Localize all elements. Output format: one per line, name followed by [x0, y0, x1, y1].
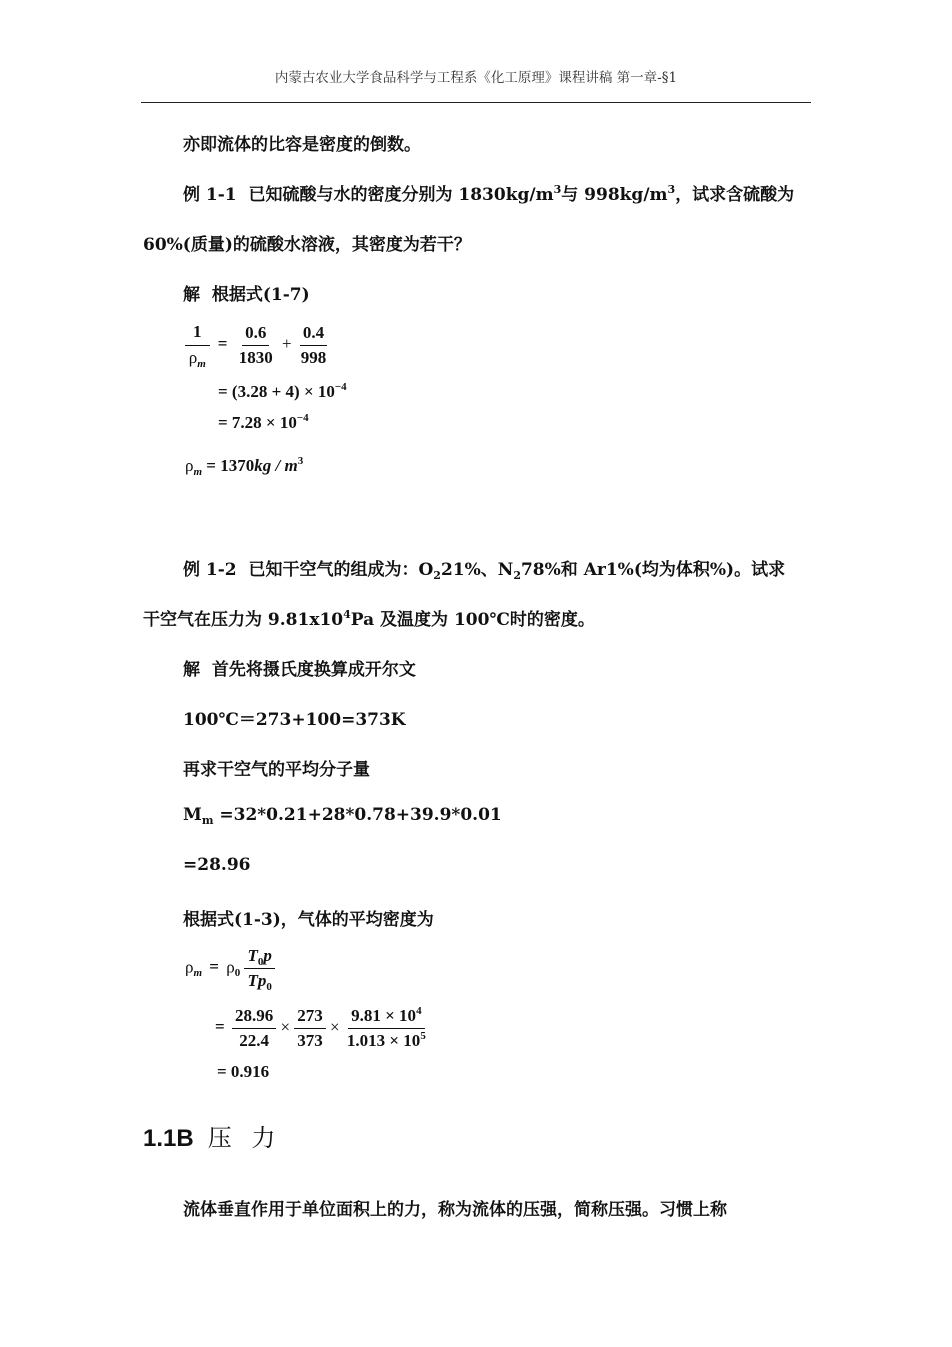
t-ratio-fraction: $\frac{T_0p}{Tp_0}$ — [244, 946, 274, 991]
fraction-0-4: $\frac{0.4}{998}$ — [300, 322, 327, 367]
example2-label: 例 1-2 — [183, 560, 237, 580]
section-title: 压 力 — [207, 1124, 282, 1152]
example1-solution: 解 根据式(1-7) — [183, 285, 310, 305]
example2-step1: 100℃＝273+100=373K — [183, 710, 406, 730]
lhs-fraction: $\frac{1}{\rho_m}$ — [185, 322, 210, 368]
example1-line1: 例 1-1 已知硫酸与水的密度分别为 $1830kg/m^3$与 $998kg/m^3$，试求含硫酸为 — [183, 183, 795, 205]
example1-eq-line2: = $(3.28 + 4) \times 10^{-4}$ — [218, 381, 347, 401]
example2-step4: =28.96 — [183, 855, 251, 875]
section-number: 1.1B — [143, 1125, 194, 1152]
header-rule — [141, 102, 811, 103]
example1-eq-line3: = $7.28 \times 10^{-4}$ — [218, 412, 309, 432]
example2-eq-line2: = $\frac{28.96}{22.4}$ × $\frac{273}{373}$ × $\frac{9.81 \times 10^4}{1.013 \times 10^5}$ — [215, 1006, 429, 1051]
example2-line2: 干空气在压力为 $9.81x10^4Pa$ 及温度为 100℃时的密度。 — [143, 608, 595, 630]
example2-result: = 0.916 — [217, 1062, 270, 1081]
fraction-pressure: $\frac{9.81 \times 10^4}{1.013 \times 10^5}$ — [346, 1005, 426, 1050]
example2-solution: 解 首先将摄氏度换算成开尔文 — [183, 660, 416, 680]
example2-line1: 例 1-2 已知干空气的组成为：$O_221\%$、$N_278\%$和 Ar1%(均为体积%)。试求 — [183, 560, 786, 582]
example1-result: $\rho_m = 1370kg / m^3$ — [185, 455, 304, 478]
solution-label: 解 — [183, 285, 200, 305]
example2-step5: 根据式(1-3)，气体的平均密度为 — [183, 910, 434, 930]
last-paragraph: 流体垂直作用于单位面积上的力，称为流体的压强，简称压强。习惯上称 — [183, 1200, 727, 1220]
example2-eq-line1: $\rho_m = \rho_0$ $\frac{T_0p}{Tp_0}$ — [185, 946, 275, 991]
example2-step3: $M_m =32*0.21+28*0.78+39.9*0.01$ — [183, 805, 502, 827]
page-header: 内蒙古农业大学食品科学与工程系《化工原理》课程讲稿 第一章-§1 — [274, 70, 678, 86]
solution-label: 解 — [183, 660, 200, 680]
example2-step2: 再求干空气的平均分子量 — [183, 760, 370, 780]
fraction-0-6: $\frac{0.6}{1830}$ — [238, 322, 273, 367]
fraction-28-96: $\frac{28.96}{22.4}$ — [232, 1006, 276, 1051]
example1-eq-line1: $\frac{1}{\rho_m}$ = $\frac{0.6}{1830}$ + $\frac{0.4}{998}$ — [185, 322, 329, 368]
example1-label: 例 1-1 — [183, 185, 237, 205]
section-heading — [143, 1118, 281, 1153]
intro-line: 亦即流体的比容是密度的倒数。 — [183, 135, 421, 155]
fraction-273: $\frac{273}{373}$ — [294, 1006, 326, 1051]
example1-line2: 60%(质量)的硫酸水溶液，其密度为若干？ — [143, 235, 471, 255]
